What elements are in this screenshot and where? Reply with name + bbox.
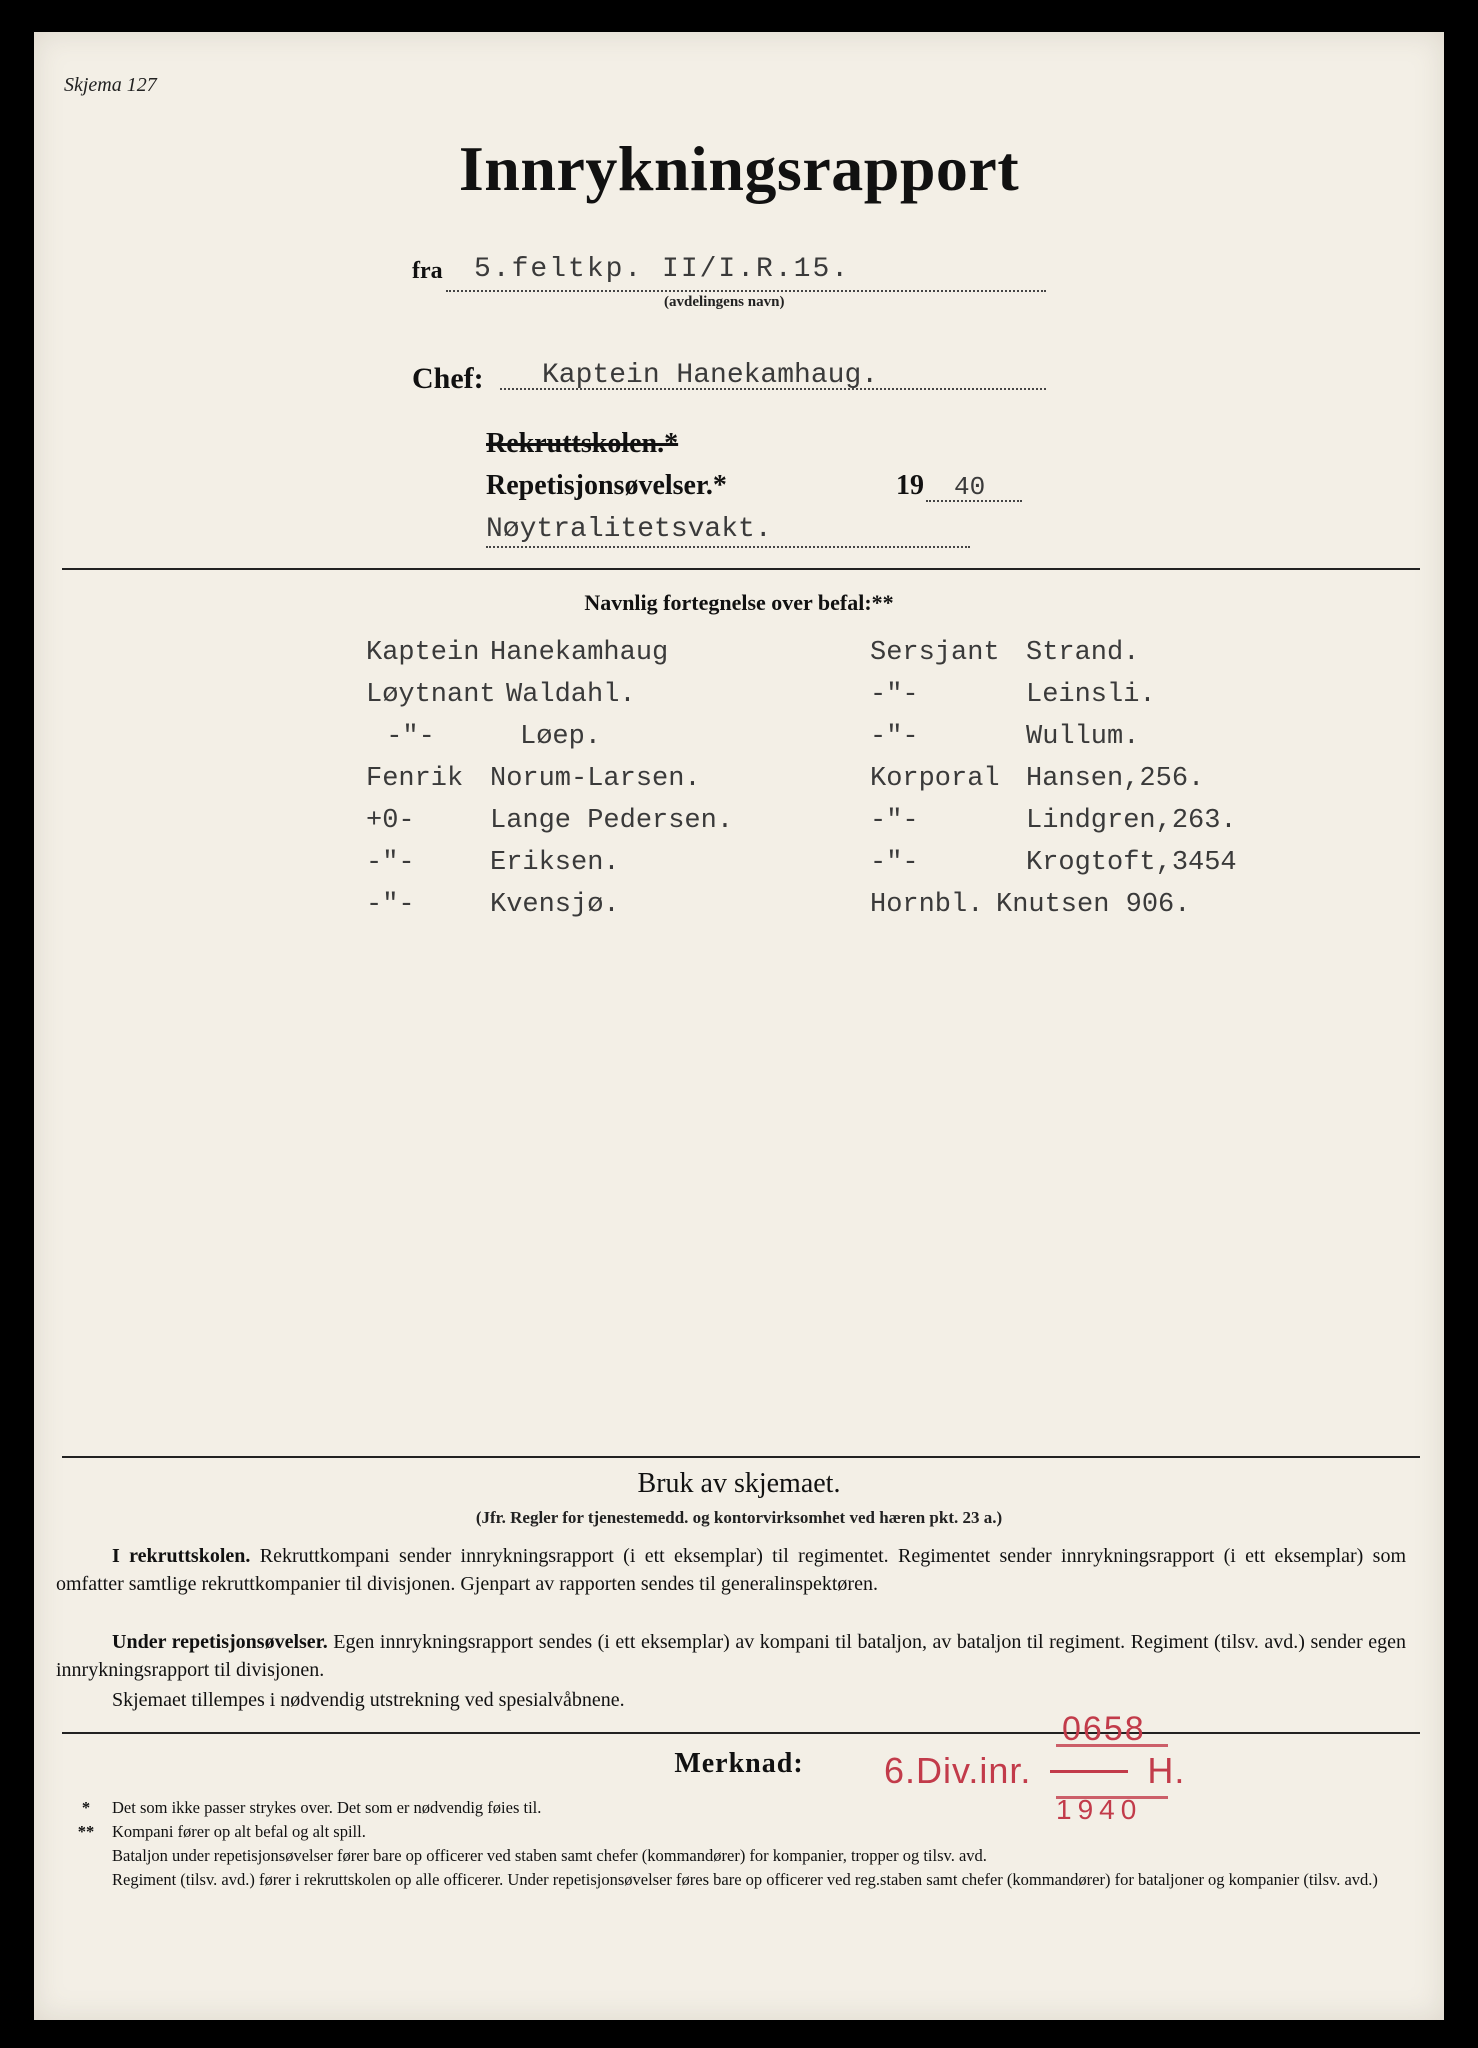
note-1-text: Det som ikke passer strykes over. Det som er nødvendig føies til. — [112, 1798, 542, 1817]
roster-left-name-3: Norum-Larsen. — [490, 764, 701, 794]
chef-label: Chef: — [412, 362, 484, 395]
fra-label: fra — [412, 258, 443, 284]
instructions-subtitle: (Jfr. Regler for tjenestemedd. og kontorvirksomhet ved hæren pkt. 23 a.) — [475, 1508, 1003, 1527]
roster-left-name-6: Kvensjø. — [490, 890, 620, 920]
roster-right-name-4: Lindgren,263. — [1026, 806, 1237, 836]
roster-left-name-1: Waldahl. — [506, 680, 636, 710]
roster-left-rank-1: Løytnant — [366, 680, 496, 710]
stamp-division-text — [884, 1750, 1185, 1792]
roster-right-name-6: Knutsen 906. — [996, 890, 1191, 920]
unit-name-value: 5.feltkp. II/I.R.15. — [474, 254, 851, 285]
instructions-title: Bruk av skjemaet. — [637, 1468, 841, 1499]
paragraph-2-lead: Under repetisjonsøvelser. — [112, 1631, 328, 1653]
roster-right-name-1: Leinsli. — [1026, 680, 1156, 710]
noytralitetsvakt-text: Nøytralitetsvakt. — [486, 514, 772, 545]
year-prefix: 19 — [896, 470, 924, 501]
document-page — [34, 32, 1444, 2020]
roster-right-rank-6: Hornbl. — [870, 890, 984, 920]
roster-right-name-5: Krogtoft,3454 — [1026, 848, 1237, 878]
note-1 — [60, 1796, 1410, 1819]
unit-name-caption: (avdelingens navn) — [664, 294, 785, 310]
stamp-number: 0658 — [1062, 1710, 1146, 1748]
paragraph-1-body: Rekruttkompani sender innrykningsrapport (i ett eksemplar) til regimentet. Regimentet sender innrykningsrapport (i ett eksemplar) som omfatter samtlige rekruttkompanier til divisjonen. Gjenpart av rapporten sendes til generalinspektøren. — [56, 1545, 1406, 1595]
noytralitet-dotted-line — [486, 546, 970, 548]
divider-instructions — [62, 1456, 1420, 1458]
form-number: Skjema 127 — [64, 74, 157, 96]
note-2-text: Kompani fører op alt befal og alt spill. — [112, 1822, 366, 1841]
instructions-paragraph-3: Skjemaet tillempes i nødvendig utstrekning ved spesialvåbnene. — [112, 1689, 625, 1711]
roster-right-rank-1: -"- — [870, 680, 919, 710]
rekruttskolen-label — [486, 428, 678, 460]
roster-left-name-2: Løep. — [520, 722, 602, 752]
note-4: Regiment (tilsv. avd.) fører i rekruttskolen op alle officerer. Under repetisjonsøvelser føres bare op officerer ved reg.staben samt chefer (kommandører) for bataljoner og kompanier (tilsv. avd.) — [112, 1870, 1378, 1889]
roster-left-rank-2: -"- — [370, 722, 435, 752]
roster-left-rank-3: Fenrik — [366, 764, 464, 794]
roster-left-rank-0: Kaptein — [366, 638, 480, 668]
roster-left-rank-5: -"- — [366, 848, 415, 878]
note-3: Bataljon under repetisjonsøvelser fører bare op officerer ved staben samt chefer (kommandører) for kompanier, tropper og tilsv. avd. — [112, 1846, 987, 1865]
instructions-paragraph-2 — [56, 1628, 1406, 1684]
note-1-mark: * — [81, 1798, 91, 1817]
roster-left-name-0: Hanekamhaug — [490, 638, 669, 668]
fra-dotted-line — [446, 290, 1046, 292]
instructions-paragraph-1 — [56, 1542, 1406, 1598]
roster-right-rank-3: Korporal — [870, 764, 1000, 794]
stamp-rule-top — [1056, 1744, 1168, 1747]
stamp-line — [1050, 1770, 1128, 1773]
paragraph-1-lead: I rekruttskolen. — [112, 1545, 251, 1567]
rekruttskolen-struck-text: Rekruttskolen.* — [486, 428, 679, 459]
stamp-year: 1940 — [1056, 1794, 1143, 1825]
roster-right-name-3: Hansen,256. — [1026, 764, 1205, 794]
roster-right-rank-2: -"- — [870, 722, 919, 752]
chef-value: Kaptein Hanekamhaug. — [542, 360, 879, 391]
roster-left-name-5: Eriksen. — [490, 848, 620, 878]
divider-merknad — [62, 1732, 1420, 1734]
roster-right-name-2: Wullum. — [1026, 722, 1140, 752]
note-2-mark: ** — [77, 1822, 95, 1841]
repetisjonsovelser-label: Repetisjonsøvelser.* — [486, 470, 727, 501]
roster-right-rank-4: -"- — [870, 806, 919, 836]
paragraph-2-body: Egen innrykningsrapport sendes (i ett eksemplar) av kompani til bataljon, av bataljon til regiment. Regiment (tilsv. avd.) sender egen innrykningsrapport til divisjonen. — [56, 1631, 1406, 1681]
note-2 — [60, 1820, 1410, 1843]
roster-left-rank-4: +0- — [366, 806, 415, 836]
roster-right-rank-0: Sersjant — [870, 638, 1000, 668]
roster-title: Navnlig fortegnelse over befal:** — [584, 590, 894, 615]
roster-right-name-0: Strand. — [1026, 638, 1140, 668]
divider-top — [62, 568, 1420, 570]
roster-left-rank-6: -"- — [366, 890, 415, 920]
merknad-title: Merknad: — [674, 1748, 804, 1779]
roster-right-rank-5: -"- — [870, 848, 919, 878]
roster-left-name-4: Lange Pedersen. — [490, 806, 734, 836]
year-value: 40 — [954, 472, 986, 502]
stamp-suffix: H. — [1147, 1750, 1186, 1791]
stamp-division-label: 6.Div.inr. — [884, 1750, 1032, 1791]
page-title: Innrykningsrapport — [458, 133, 1020, 204]
